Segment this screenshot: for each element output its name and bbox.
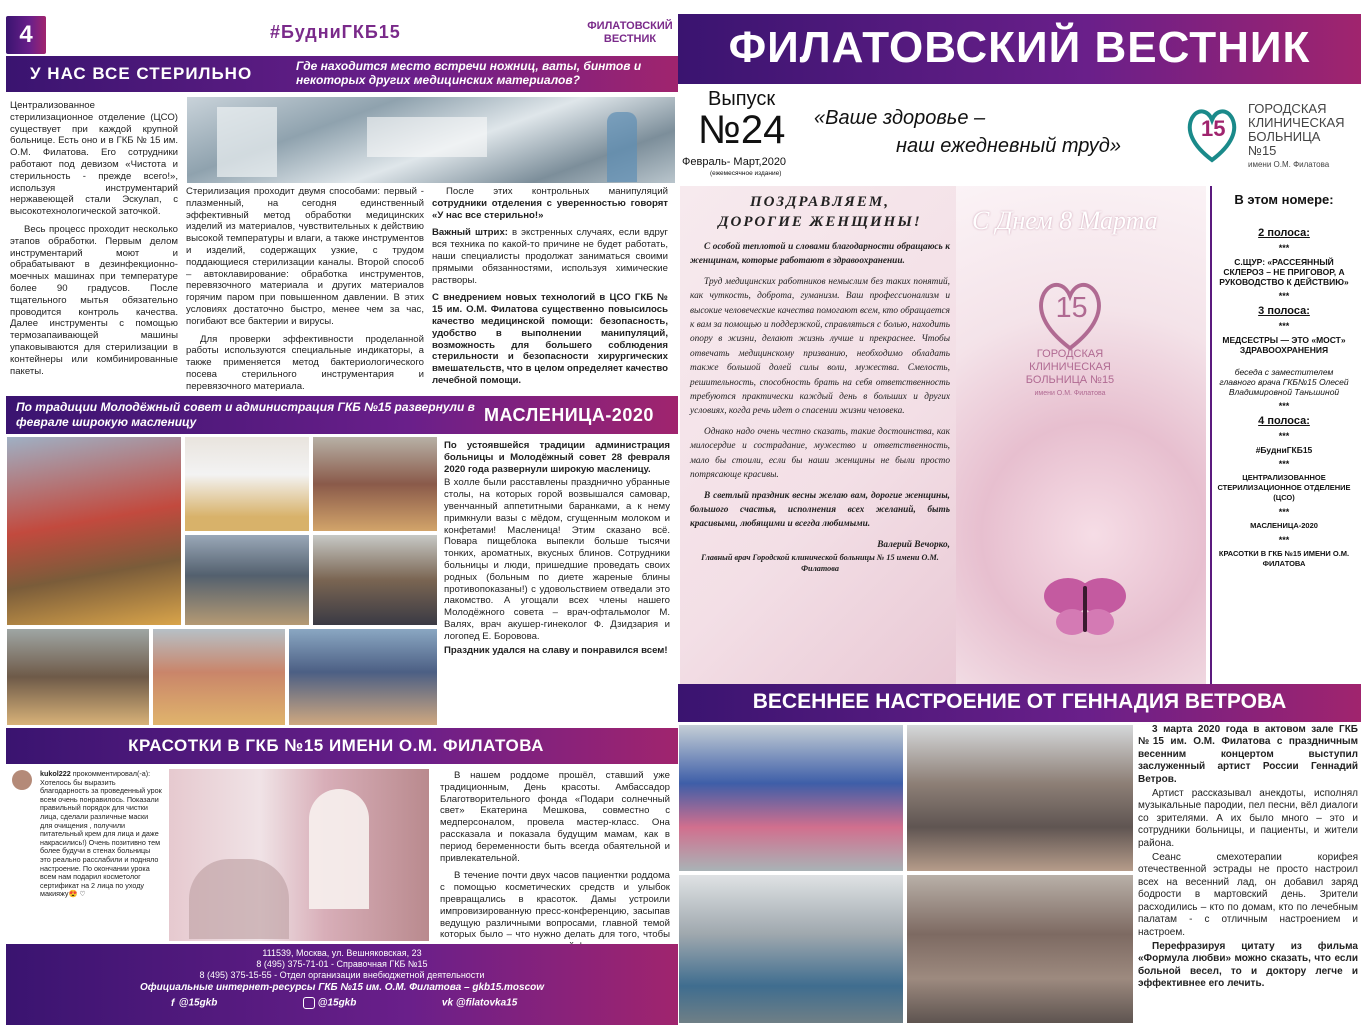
footer-phone-2: 8 (495) 375-15-55 - Отдел организации внебюджетной деятельности (199, 970, 485, 980)
logo-15-icon (1182, 100, 1242, 166)
facebook-icon[interactable]: f (171, 997, 175, 1009)
issue-label: Выпуск (708, 88, 776, 110)
card-logo-15-icon (1030, 270, 1110, 356)
header-hashtag: #БудниГКБ15 (270, 22, 401, 42)
maslenitsa-photo-4 (184, 534, 310, 626)
footer-phone-1: 8 (495) 375-71-01 - Справочная ГКБ №15 (256, 959, 428, 969)
sterile-col1: Централизованное стерилизационное отделение (ЦСО) существует при каждой крупной больнице. Есть оно и в ГКБ № 15 им. О.М. Филатова. Его сотрудники работают под девизом «Чистота и стерильность - прежде всего!», используя инструментарий нержавеющей стали Эскулап, с высокотехнологической заточкой. Весь процесс проходит несколько этапов обработки. Первым делом инструментарий моют и обрабатывают в дезинфекционно-моечных машинах при температуре более 90 градусов. После тщательного мытья обязательно проводится контроль качества. Далее инструменты с помощью термозапаивающей машины упаковываются для стерилизации в контейнеры или комбинированные пакеты. (10, 100, 178, 377)
maslenitsa-photo-1 (6, 436, 182, 626)
svg-text:15: 15 (1055, 291, 1088, 324)
greeting-text: С особой теплотой и словами благодарности обращаюсь к женщинам, которые работают в здравоохранении. Труд медицинских работников немыслим без таких понятий, как чуткость, доброта, гуманизм. Ваш профессионализм и высокие человеческие качества помогают всем, кто обращается к вам за помощью и поддержкой, справляться с болью, находить опору в жизни, делают жизнь лучше и прекраснее. Чтобы отвечать медицинскому призванию, необходимо обладать также большой долей силы воли, мужества. Смелость, решительность, способность брать на себя ответственность требуются практически каждый день в больших и других условиях, когда речь идет о спасении жизни человека. Однако надо очень честно сказать, такие достоинства, как милосердие и сострадание, мужество и ответственность, мало бы стоили, если бы наши женщины не были просто потрясающе красивы. В светлый праздник весны желаю вам, дорогие женщины, большого счастья, исполнения всех желаний, быть красивыми, любящими и всегда любимыми. Валерий Вечорко, Главный врач Городской клинической больницы № 15 имени О.М. Филатова (690, 242, 950, 574)
toc: В этом номере: 2 полоса: *** С.ЩУР: «РАССЕЯННЫЙ СКЛЕРОЗ – НЕ ПРИГОВОР, А РУКОВОДСТВО К ДЕЙСТВИЮ» *** 3 полоса: *** МЕДСЕСТРЫ — ЭТО «МОСТ» ЗДРАВООХРАНЕНИЯ беседа с заместителем главного врача ГКБ№15 Олесей Владимировной Таньшиной *** 4 полоса: *** #БудниГКБ15 *** ЦЕНТРАЛИЗОВАННОЕ СТЕРИЛИЗАЦИОННОЕ ОТДЕЛЕНИЕ (ЦСО) *** МАСЛЕНИЦА-2020 *** КРАСОТКИ В ГКБ №15 ИМЕНИ О.М. ФИЛАТОВА (1210, 186, 1356, 684)
left-page (0, 0, 678, 1025)
masthead (678, 14, 1361, 84)
greeting-title: ПОЗДРАВЛЯЕМ, ДОРОГИЕ ЖЕНЩИНЫ! (718, 194, 922, 230)
svg-text:15: 15 (1201, 116, 1226, 141)
sterile-col2: Стерилизация проходит двумя способами: первый - плазменный, на сегодня единственный эффективный метод обработки медицинских изделий из материалов, чувствительных к действию высокой температуры и влаги, а также инструментов и изделий, содержащих узкие, с трудом поддающиеся стерилизации каналы. Второй способ – автоклавирование: обработка инструментов, перевязочного материала и других материалов горячим паром при повышенном давлении. В этих условиях достаточно быстро, менее чем за час, погибают все бактерии и вирусы. Для проверки эффективности проделанной работы используются специальные индикаторы, а также применяется метод бактериологического посева стерильного инструментария и перевязочного материала. (186, 186, 424, 392)
maslenitsa-header (6, 396, 678, 434)
running-title: ФИЛАТОВСКИЙ ВЕСТНИК (587, 20, 673, 45)
instagram-comment: kukol222 прокомментировал(-а): Хотелось бы выразить благодарность за проведенный урок всем очень понравилось. Показали правильный порядок для чистки лица, сделали различные маски для очищения , получили питательный крем для лица и даже накрасились!) Очень позитивно тем более будучи в стенах больницы это реально расслабили и подняло настроение. По окончании урока всем нам подарил косметолог сертификат на 2 лица по уходу макияжу😍 ♡ (8, 768, 164, 938)
issue-number: №24 (698, 108, 786, 152)
sterile-subtitle: Где находится место встречи ножниц, ваты, бинтов и некоторых других медицинских материалов? (296, 59, 642, 87)
toc-title: В этом номере: (1234, 192, 1334, 207)
beauty-photo (168, 768, 430, 942)
right-page (678, 0, 1365, 1025)
concert-photo-2 (906, 724, 1134, 872)
beauty-header (6, 728, 678, 764)
hospital-logo: 15 ГОРОДСКАЯ КЛИНИЧЕСКАЯ БОЛЬНИЦА №15 имени О.М. Филатова (1182, 96, 1352, 170)
concert-photo-4 (906, 874, 1134, 1024)
card-script: С Днем 8 Марта (972, 206, 1158, 235)
vk-handle[interactable]: @filatovka15 (455, 997, 518, 1009)
concert-title: ВЕСЕННЕЕ НАСТРОЕНИЕ ОТ ГЕННАДИЯ ВЕТРОВА (752, 690, 1287, 713)
page-number-box (6, 16, 46, 54)
footer-address: 111539, Москва, ул. Вешняковская, 23 (262, 948, 422, 958)
concert-text: 3 марта 2020 года в актовом зале ГКБ №15 им. О.М. Филатова с праздничным весенним концертом выступил заслуженный артист России Геннадий Ветров. Артист рассказывал анекдоты, исполнял музыкальные пародии, пел песни, вёл диалоги со зрителями. А их было много – это и сотрудники больницы, и пациенты, и жители района. Сеанс смехотерапии корифея отечественной эстрады не просто настроил всех на весенний лад, он добавил заряд бодрости в мартовский день. Зрители расходились – кто по домам, кто по лечебным палатам - с отличным настроением и настроем. Перефразируя цитату из фильма «Формула любви» можно сказать, что если больной весел, то и доктору легче и эффективнее его лечить. (1138, 724, 1358, 990)
sterile-photo (186, 96, 676, 184)
maslenitsa-photo-3 (312, 436, 438, 532)
concert-photo-1 (678, 724, 904, 872)
beauty-title: КРАСОТКИ В ГКБ №15 ИМЕНИ О.М. ФИЛАТОВА (128, 736, 544, 755)
instagram-icon[interactable] (303, 997, 315, 1009)
maslenitsa-text: По устоявшейся традиции администрация больницы и Молодёжный совет 28 февраля 2020 года развернули широкую масленицу. В холле были расставлены празднично убранные столы, на которых горой возвышался самовар, увенчанный аппетитными баранками, а к нему примкнули вазы с мёдом, сгущенным молоком и конфетами! Масленица! Этим сказано всё. Повара пищеблока выпекли больше тысячи тонких, ароматных, вкусных блинов. Сотрудники больницы и люди, пришедшие проведать своих родных (больным по диете жареные блины противопоказаны!) с удовольствием отведали это лакомство. А угощали всех члены нашего Молодёжного совета – врач-офтальмолог М. Валях, врач акушер-гинеколог Ф. Дзидзария и логопед Е. Боровова. Праздник удался на славу и понравился всем! (444, 440, 670, 656)
concert-header (678, 684, 1361, 722)
footer (6, 944, 678, 1025)
butterfly-icon (1040, 572, 1130, 642)
page-number: 4 (19, 21, 33, 48)
maslenitsa-photo-8 (288, 628, 438, 726)
footer-resources: Официальные интернет-ресурсы ГКБ №15 им. О.М. Филатова – gkb15.moscow (139, 982, 545, 993)
concert-photo-3 (678, 874, 904, 1024)
maslenitsa-lead: По традиции Молодёжный совет и администрация ГКБ №15 развернули в феврале широкую масленицу (16, 400, 475, 429)
slogan: «Ваше здоровье – наш ежедневный труд» (814, 107, 1121, 157)
card-logo-text: ГОРОДСКАЯ КЛИНИЧЕСКАЯ БОЛЬНИЦА №15 имени О.М. Филатова (1025, 348, 1115, 397)
maslenitsa-photo-6 (6, 628, 150, 726)
sterile-title: У НАС ВСЕ СТЕРИЛЬНО (30, 64, 253, 83)
greeting-card (680, 186, 1206, 684)
sterile-col3: После этих контрольных манипуляций сотрудники отделения с уверенностью говорят «У нас все стерильно!» Важный штрих: в экстренных случаях, если вдруг вся техника по какой-то причине не будет работать, наши специалисты продолжат заниматься своими прямыми обязанностями, используя химические растворы. С внедрением новых технологий в ЦСО ГКБ № 15 им. О.М. Филатова существенно повысилось качество медицинской помощи: безопасность, удобство в выполнении манипуляций, возможность для большего соблюдения стерильности и безопасности хирургических вмешательств, что в целом определяет качество лечебной помощи. (432, 186, 668, 386)
avatar (12, 770, 32, 790)
maslenitsa-photo-5 (312, 534, 438, 626)
maslenitsa-photo-7 (152, 628, 286, 726)
maslenitsa-photo-2 (184, 436, 310, 532)
issue-date: Февраль- Март,2020 (682, 156, 787, 168)
facebook-handle[interactable]: @15gkb (178, 997, 218, 1009)
beauty-text: В нашем роддоме прошёл, ставший уже традиционным, День красоты. Амбассадор Благотворительного фонда «Подари солнечный свет» Екатерина Мешкова, совместно с медперсоналом, провела мастер-класс. Она рассказала и показала будущим мамам, как в период беременности быть всегда обаятельной и привлекательной. В течение почти двух часов пациентки роддома с помощью косметических средств и улыбок превращались в красоток. Дамы устроили импровизированную пресс-конференцию, засыпав ведущую различными вопросами, главной темой которых было – что нужно делать для того, чтобы (440, 770, 670, 941)
maslenitsa-title: МАСЛЕНИЦА-2020 (484, 405, 654, 425)
issue-note: (ежемесячное издание) (710, 170, 782, 177)
vk-icon[interactable]: vk (441, 997, 454, 1009)
instagram-handle[interactable]: @15gkb (317, 997, 357, 1009)
masthead-title: ФИЛАТОВСКИЙ ВЕСТНИК (728, 23, 1311, 72)
sterile-header (6, 56, 678, 92)
